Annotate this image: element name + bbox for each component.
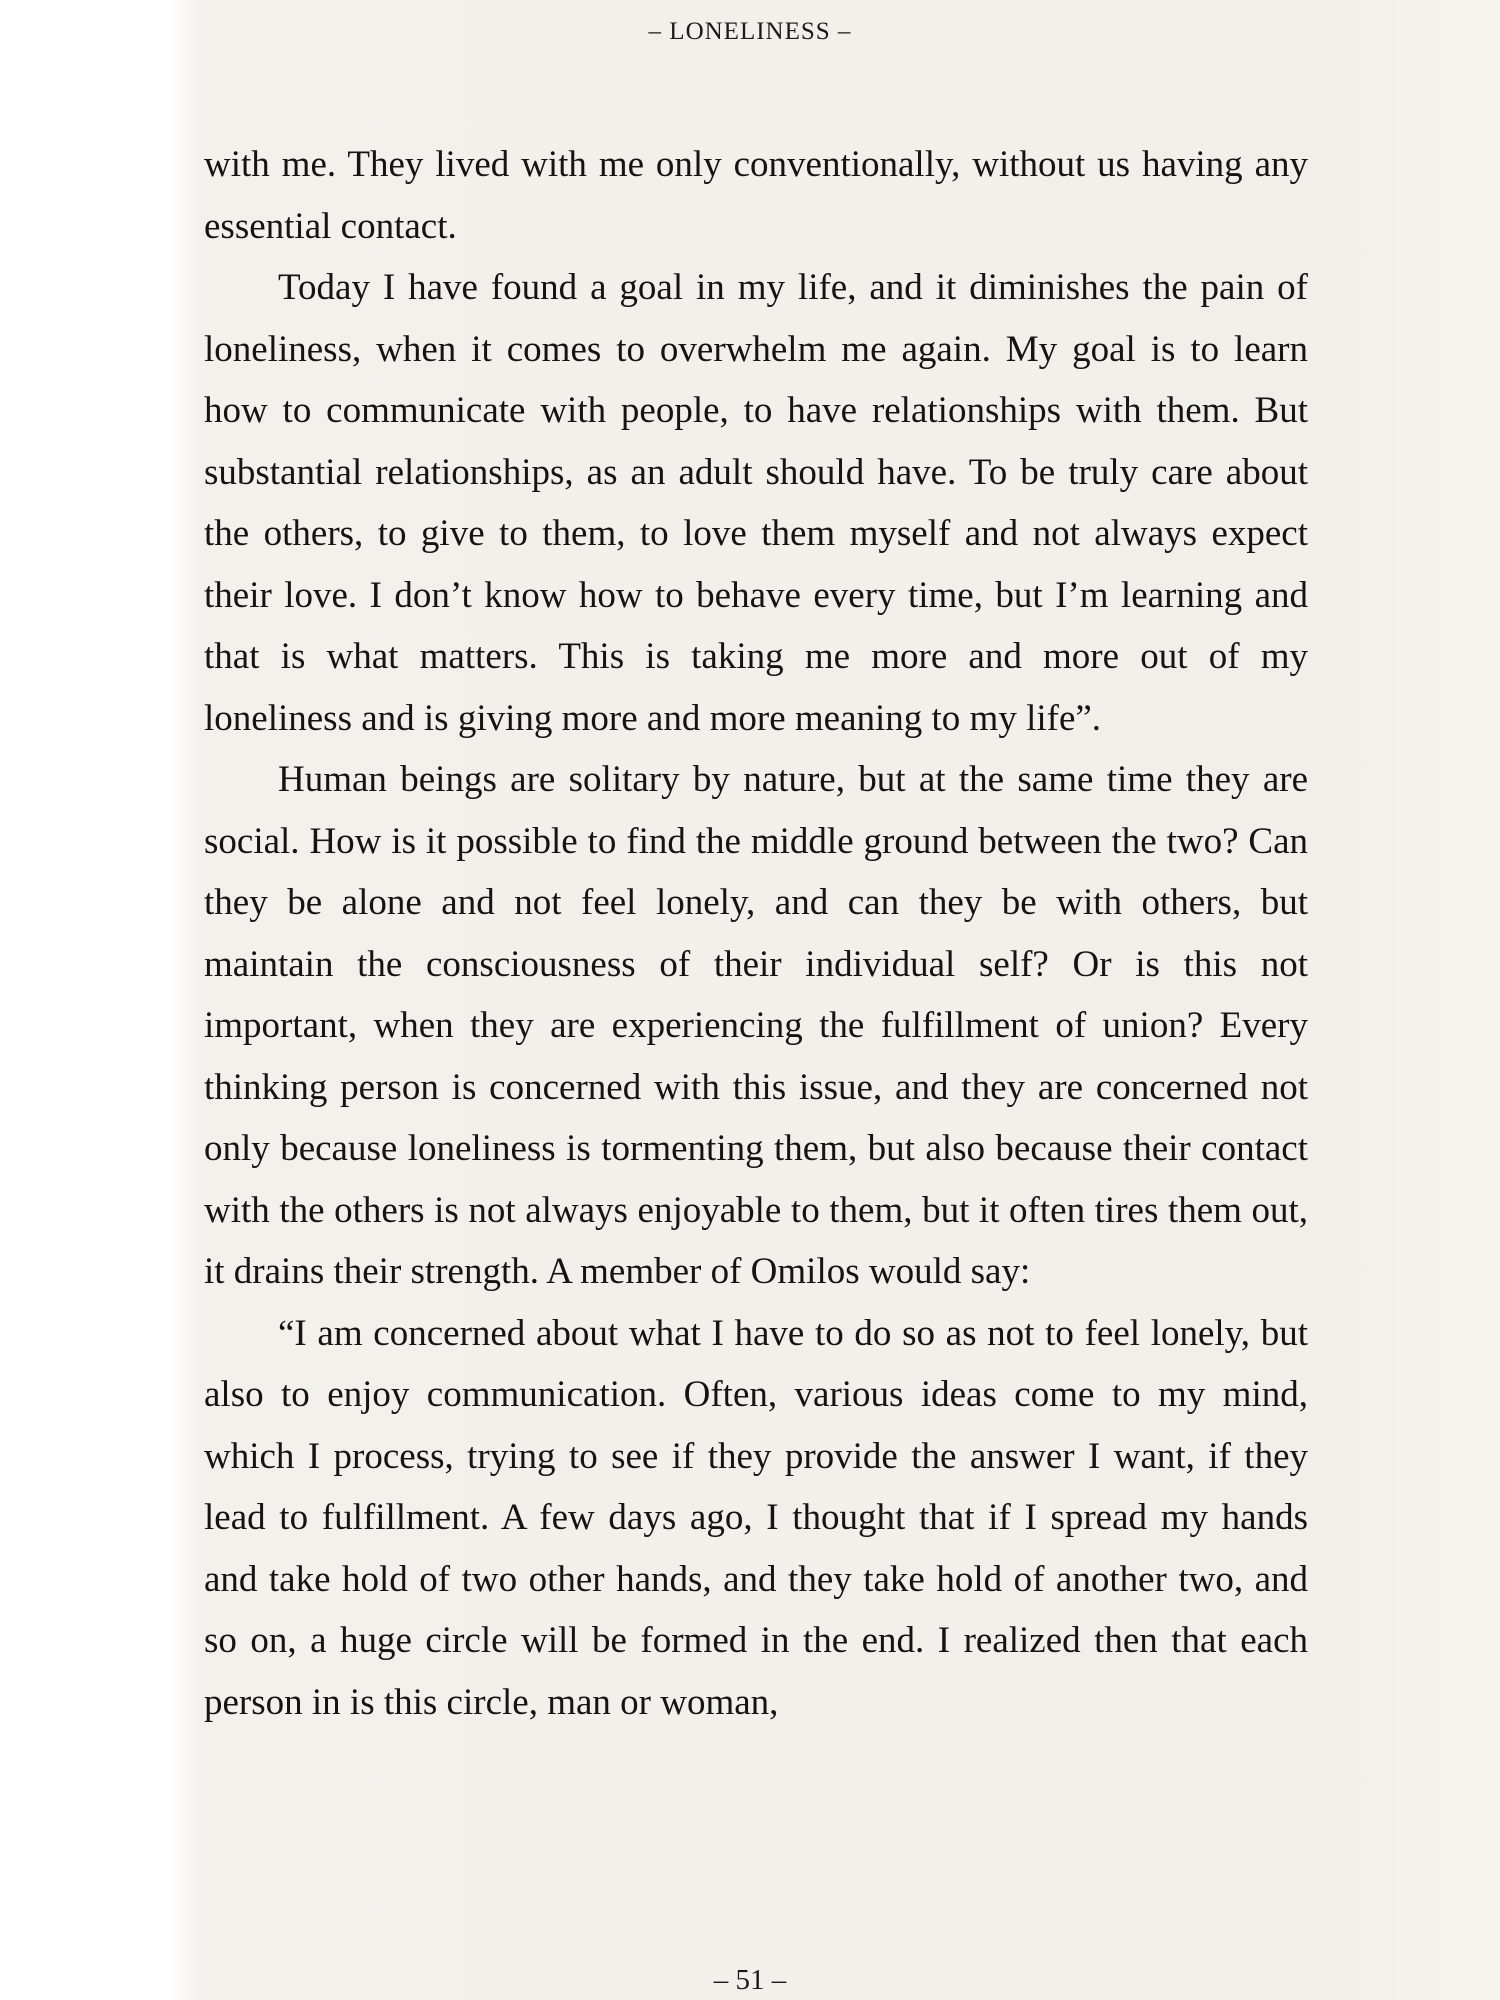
- paragraph-continuation: with me. They lived with me only conventionally, without us having any essential contact.: [204, 144, 1308, 247]
- running-head: – LONELINESS –: [648, 18, 852, 45]
- paragraph-human-beings: Human beings are solitary by nature, but at the same time they are social. How is it possible to find the middle ground between the two? Can they be alone and not feel lonely, and can they be with others, but maintain the consciousness of their individual self? Or is this not important, when they are experiencing the fulfillment of union? Every thinking person is concerned with this issue, and they are concerned not only because loneliness is tormenting them, but also because their contact with the others is not always enjoyable to them, but it often tires them out, it drains their strength. A member of Omilos would say:: [204, 759, 1308, 1292]
- paragraph-quote-goal: Today I have found a goal in my life, and it diminishes the pain of loneliness, when it comes to overwhelm me again. My goal is to learn how to communicate with people, to have relationships with them. But substantial relationships, as an adult should have. To be truly care about the others, to give to them, to love them myself and not always expect their love. I don’t know how to behave every time, but I’m learning and that is what matters. This is taking me more and more out of my loneliness and is giving more and more meaning to my life”.: [204, 267, 1308, 739]
- page-number: – 51 –: [713, 1964, 787, 1996]
- paragraph-member-quote: “I am concerned about what I have to do so as not to feel lonely, but also to enjoy communication. Often, various ideas come to my mind, which I process, trying to see if they provide the answer I want, if they lead to fulfillment. A few days ago, I thought that if I spread my hands and take hold of two other hands, and they take hold of another two, and so on, a huge circle will be formed in the end. I realized then that each person in is this circle, man or woman,: [204, 1312, 1308, 1723]
- body-text: [204, 134, 1308, 1733]
